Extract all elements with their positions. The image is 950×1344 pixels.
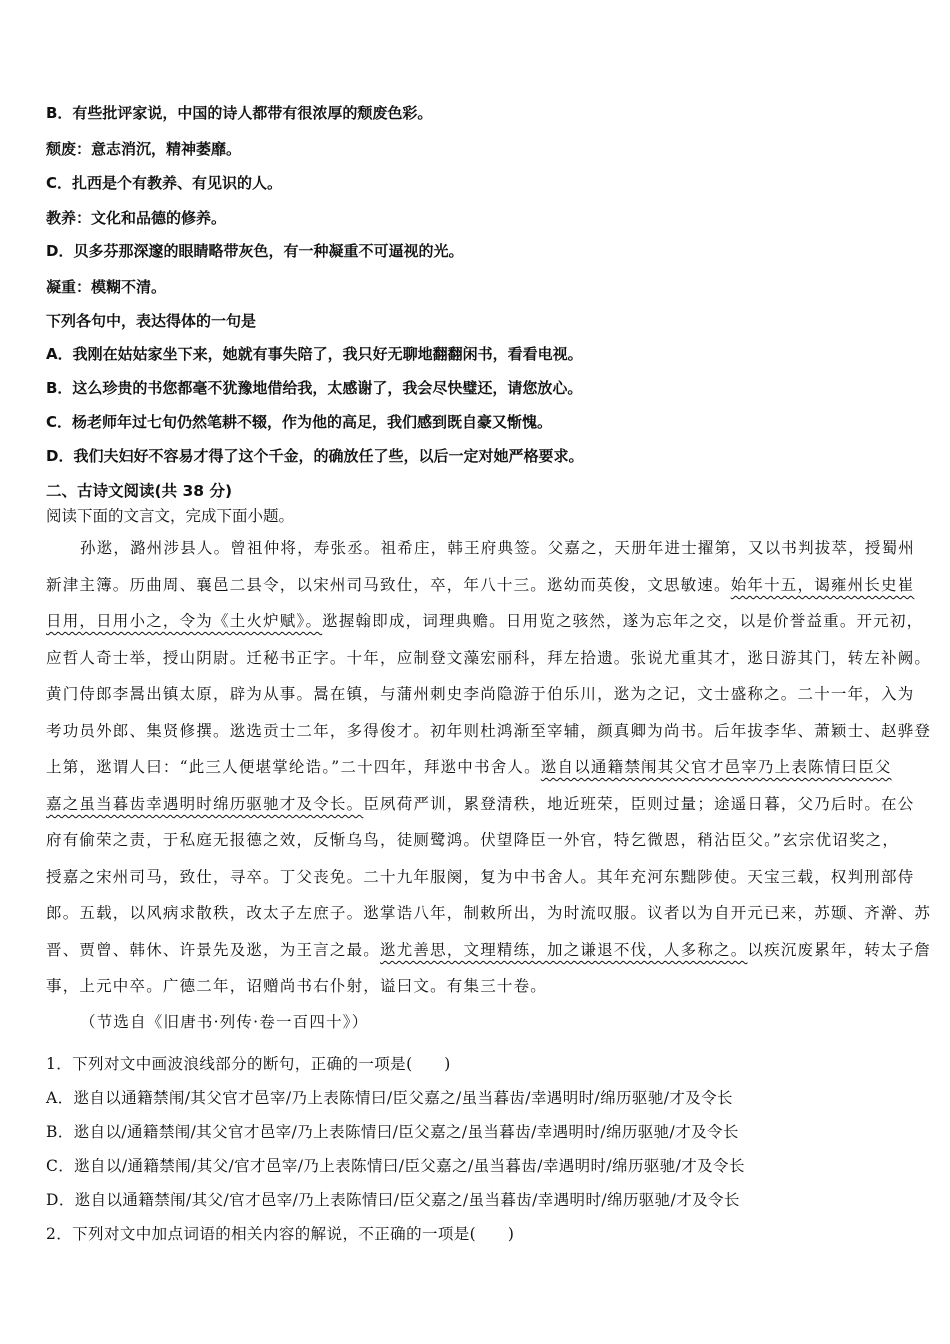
wavy-underline-text: 逖尤善思，文理精练，加之谦退不伐，人多称之。	[380, 941, 748, 959]
passage-line: 郎。五载，以风病求散秩，改太子左庶子。逖掌诰八年，制敕所出，为时流叹服。议者以为自开元已来，苏颋、齐澣、苏	[46, 904, 932, 922]
passage-line: 考功员外郎、集贤修撰。逖选贡士二年，多得俊才。初年则杜鸿渐至宰辅，颜真卿为尚书。后年拔李华、萧颖士、赵骅登	[46, 722, 932, 740]
passage-text: 逖握翰即成，词理典赡。日用览之骇然，遂为忘年之交，以是价誉益重。开元初，	[322, 612, 924, 630]
answer-option-a: A．我刚在姑姑家坐下来，她就有事失陪了，我只好无聊地翻翻闲书，看看电视。	[46, 345, 583, 363]
passage-line	[46, 755, 892, 777]
q1-option-b: B．逖自以/通籍禁闱/其父官才邑宰/乃上表陈情曰/臣父嘉之/虽当暮齿/幸遇明时/绵历驱驰/才及令长	[46, 1123, 739, 1141]
passage-line	[46, 609, 923, 631]
passage-text: 新津主簿。历曲周、襄邑二县令，以宋州司马致仕，卒，年八十三。逖幼而英俊，文思敏速。	[46, 576, 731, 594]
passage-line: 授嘉之宋州司马，致仕，寻卒。丁父丧免。二十九年服阕，复为中书舍人。其年充河东黜陟使。天宝三载，权判刑部侍	[46, 868, 915, 886]
q1-option-d: D．逖自以通籍禁闱/其父/官才邑宰/乃上表陈情曰/臣父嘉之/虽当暮齿/幸遇明时/绵历驱驰/才及令长	[46, 1191, 740, 1209]
answer-option-d: D．我们夫妇好不容易才得了这个千金，的确放任了些，以后一定对她严格要求。	[46, 447, 584, 465]
section-intro: 阅读下面的文言文，完成下面小题。	[46, 507, 295, 525]
answer-option-c: C．杨老师年过七旬仍然笔耕不辍，作为他的高足，我们感到既自豪又惭愧。	[46, 413, 553, 431]
option-c-note: 教养：文化和品德的修养。	[46, 209, 227, 227]
wavy-underline-text: 逖自以通籍禁闱其父官才邑宰乃上表陈情曰臣父	[540, 758, 892, 776]
wavy-underline-text: 始年十五，谒雍州长史崔	[730, 576, 915, 594]
option-d-note: 凝重：模糊不清。	[46, 278, 167, 296]
passage-line: 孙逖，潞州涉县人。曾祖仲将，寿张丞。祖希庄，韩王府典签。父嘉之，天册年进士擢第，又以书判拔萃，授蜀州	[80, 539, 916, 557]
option-c-text: C．扎西是个有教养、有见识的人。	[46, 174, 283, 192]
passage-line	[46, 938, 931, 960]
passage-line: 应哲人奇士举，授山阴尉。迁秘书正字。十年，应制登文藻宏丽科，拜左拾遗。张说尤重其才，逖日游其门，转左补阙。	[46, 649, 932, 667]
passage-line: 黄门侍郎李暠出镇太原，辟为从事。暠在镇，与蒲州刺史李尚隐游于伯乐川，逖为之记，文士盛称之。二十一年，入为	[46, 685, 915, 703]
passage-source: （节选自《旧唐书·列传·卷一百四十》）	[80, 1013, 369, 1031]
option-b-note: 颓废：意志消沉，精神萎靡。	[46, 140, 242, 158]
passage-text: 晋、贾曾、韩休、许景先及逖，为王言之最。	[46, 941, 381, 959]
passage-line: 府有偷荣之责，于私庭无报德之效，反惭乌鸟，徒厕鹭鸿。伏望降臣一外官，特乞微恩，稍沾臣父。”玄宗优诏奖之，	[46, 831, 900, 849]
passage-text: 上第，逖谓人曰：“此三人便堪掌纶诰。”二十四年，拜逖中书舍人。	[46, 758, 541, 776]
passage-line	[46, 792, 914, 814]
passage-line: 事，上元中卒。广德二年，诏赠尚书右仆射，谥曰文。有集三十卷。	[46, 977, 548, 995]
answer-option-b: B．这么珍贵的书您都毫不犹豫地借给我，太感谢了，我会尽快璧还，请您放心。	[46, 379, 583, 397]
option-b-text: B．有些批评家说，中国的诗人都带有很浓厚的颓废色彩。	[46, 104, 433, 122]
passage-text: 以疾沉废累年，转太子詹	[747, 941, 932, 959]
question-stem: 下列各句中，表达得体的一句是	[46, 312, 257, 330]
passage-text: 臣夙荷严训，累登清秩，地近班荣，臣则过量；途遥日暮，父乃后时。在公	[363, 795, 915, 813]
wavy-underline-text: 嘉之虽当暮齿幸遇明时绵历驱驰才及令长。	[46, 795, 364, 813]
q1-stem: 1．下列对文中画波浪线部分的断句，正确的一项是( )	[46, 1055, 451, 1073]
wavy-underline-text: 日用，日用小之，令为《土火炉赋》。	[46, 612, 323, 630]
q1-option-a: A．逖自以通籍禁闱/其父官才邑宰/乃上表陈情曰/臣父嘉之/虽当暮齿/幸遇明时/绵历驱驰/才及令长	[46, 1089, 733, 1107]
passage-line	[46, 573, 914, 595]
q1-option-c: C．逖自以/通籍禁闱/其父/官才邑宰/乃上表陈情曰/臣父嘉之/虽当暮齿/幸遇明时/绵历驱驰/才及令长	[46, 1157, 745, 1175]
section-title: 二、古诗文阅读(共 38 分)	[46, 482, 233, 500]
option-d-text: D．贝多芬那深邃的眼睛略带灰色，有一种凝重不可逼视的光。	[46, 242, 464, 260]
q2-stem: 2．下列对文中加点词语的相关内容的解说，不正确的一项是( )	[46, 1225, 515, 1243]
